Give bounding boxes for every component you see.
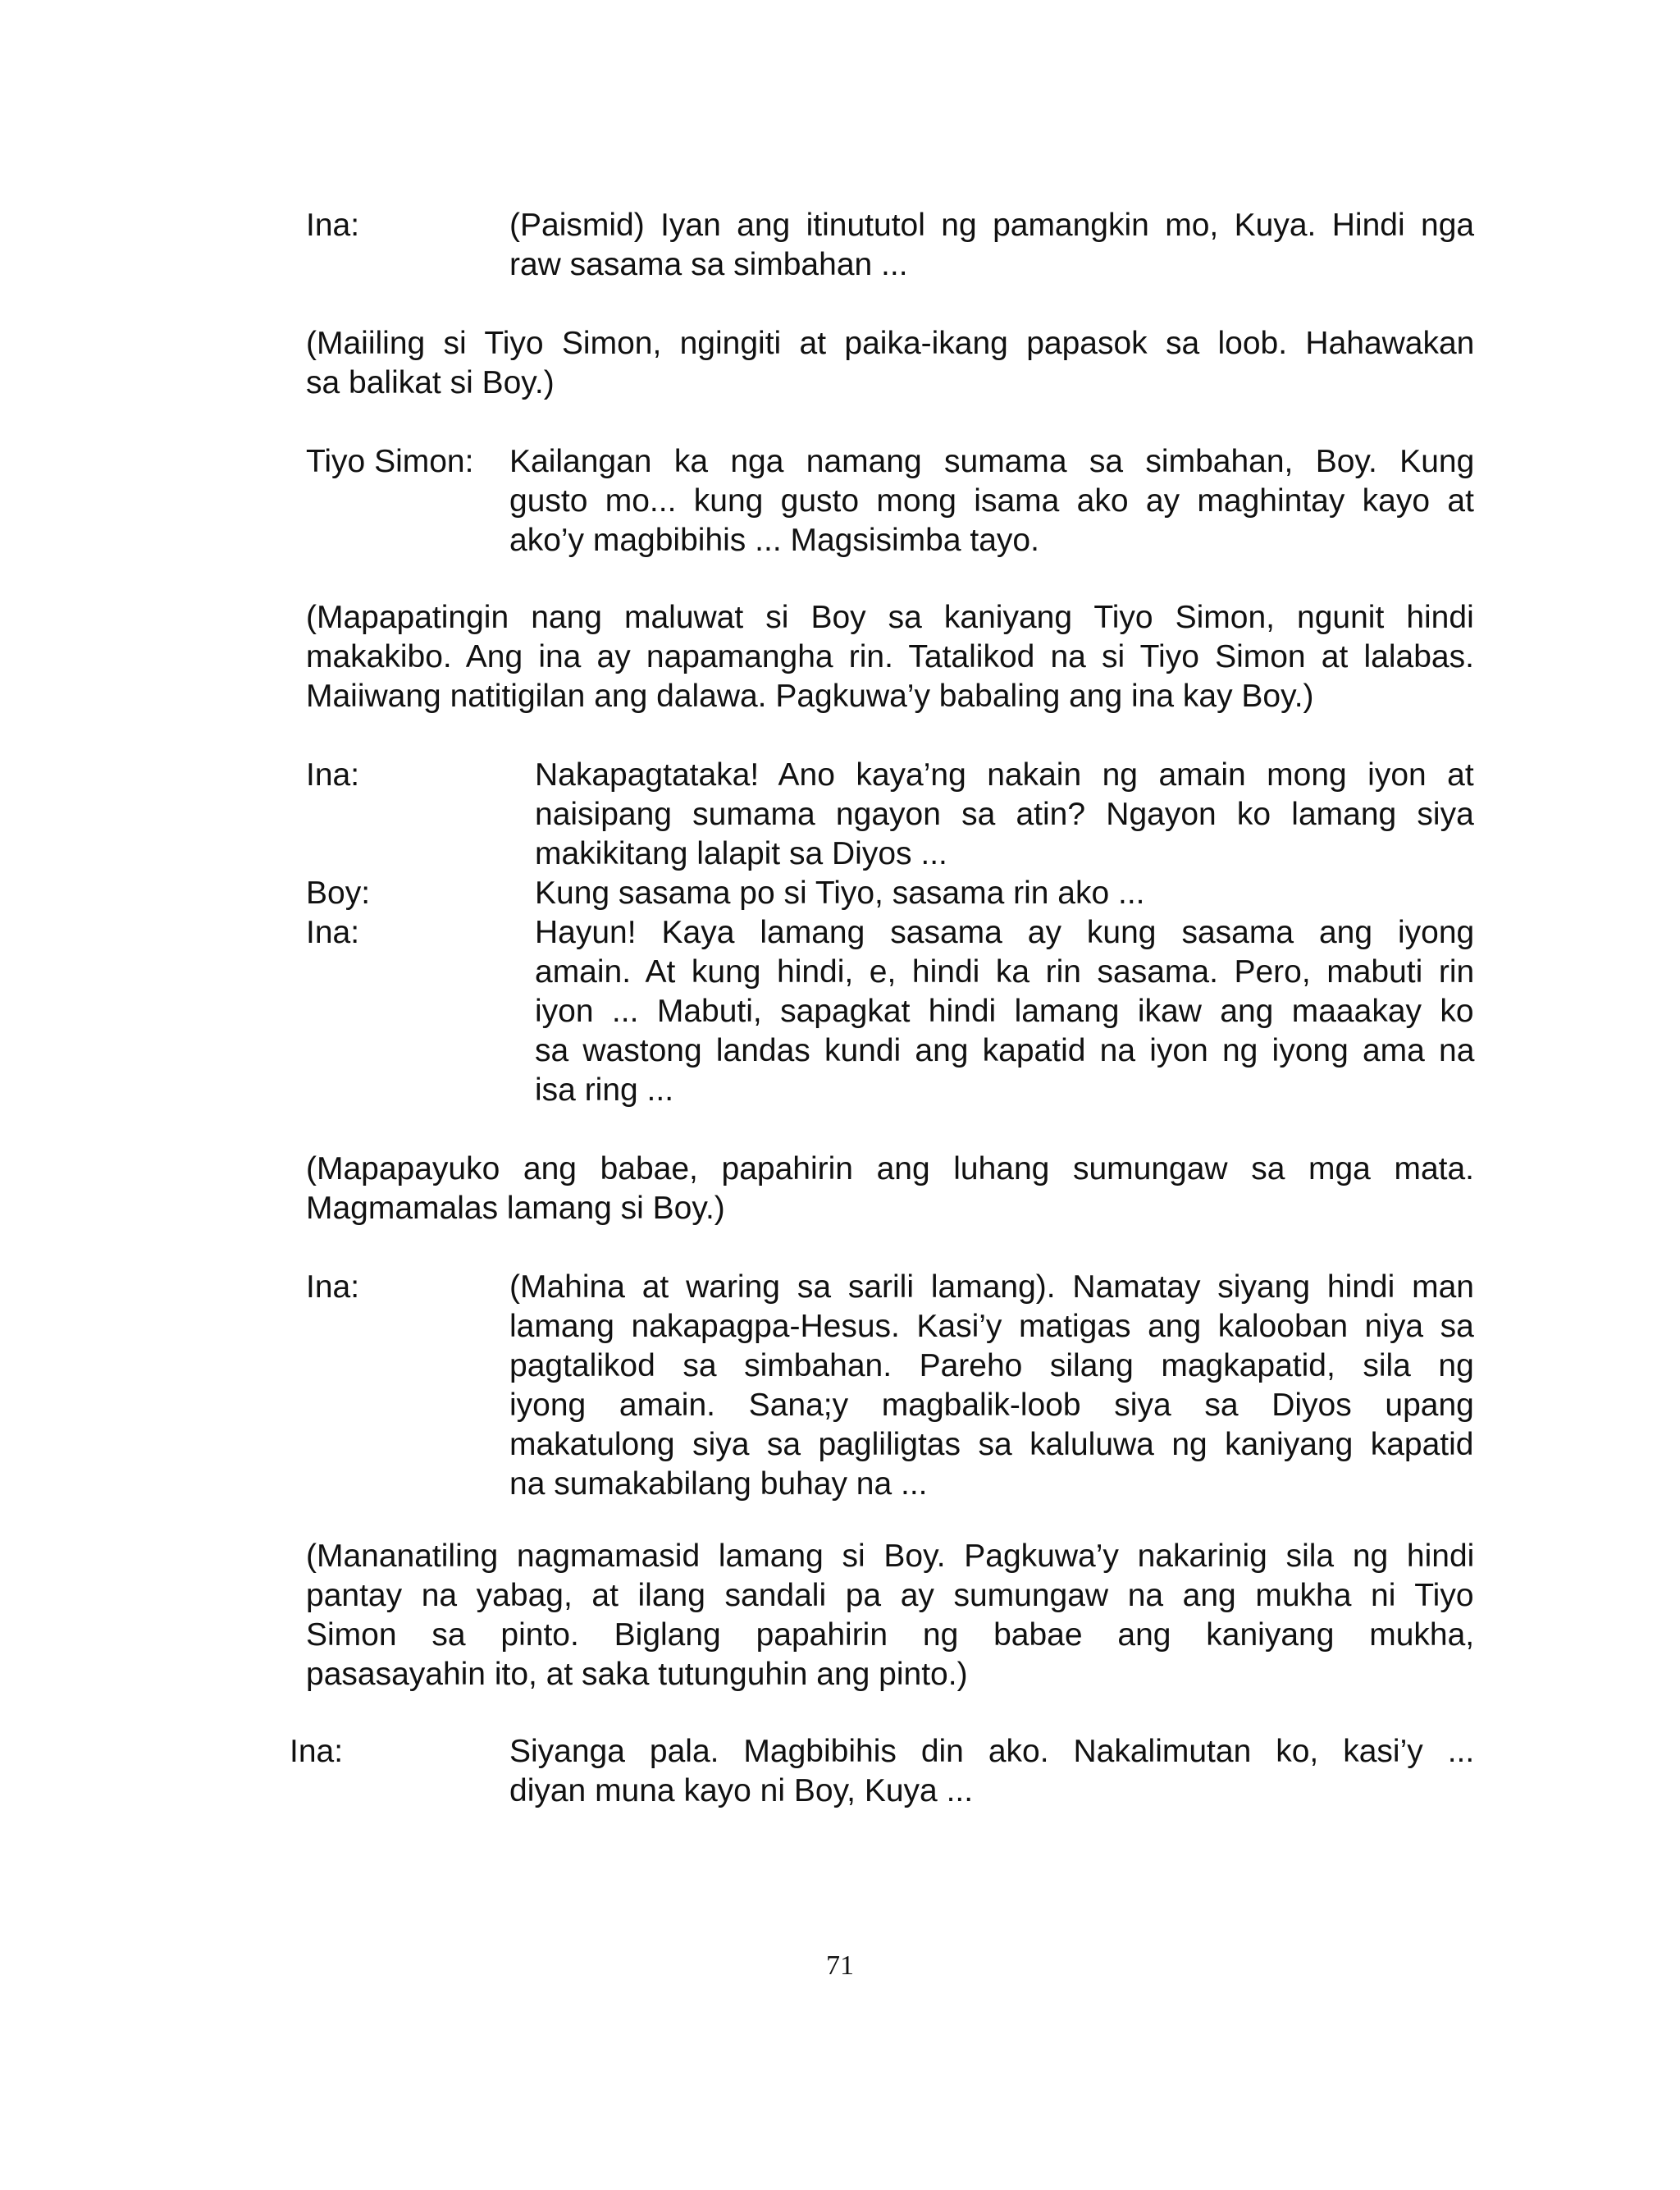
text-line: Nakapagtataka! Ano kaya’ng nakain ng amain mong iyon at	[535, 757, 1474, 793]
text-line: Siyanga pala. Magbibihis din ako. Nakalimutan ko, kasi’y ...	[509, 1734, 1475, 1769]
text-line: gusto mo... kung gusto mong isama ako ay maghintay kayo at	[509, 483, 1474, 519]
text-line: ako’y magbibihis ... Magsisimba tayo.	[509, 523, 1039, 558]
text-line: (Mahina at waring sa sarili lamang). Namatay siyang hindi man	[509, 1269, 1474, 1305]
text-line: (Paismid) Iyan ang itinututol ng pamangkin mo, Kuya. Hindi nga	[509, 208, 1475, 243]
text-line: pasasayahin ito, at saka tutunguhin ang pinto.)	[306, 1657, 968, 1692]
speaker-label: Ina:	[306, 757, 360, 793]
text-line: lamang nakapagpa-Hesus. Kasi’y matigas ang kalooban niya sa	[509, 1309, 1474, 1344]
text-line: makakibo. Ang ina ay napamangha rin. Tatalikod na si Tiyo Simon at lalabas.	[306, 639, 1474, 674]
text-line: (Maiiling si Tiyo Simon, ngingiti at paika-ikang papasok sa loob. Hahawakan	[306, 326, 1475, 361]
text-line: raw sasama sa simbahan ...	[509, 247, 908, 282]
text-line: amain. At kung hindi, e, hindi ka rin sasama. Pero, mabuti rin	[535, 954, 1475, 990]
text-line: makikitang lalapit sa Diyos ...	[535, 836, 947, 871]
text-line: Maiiwang natitigilan ang dalawa. Pagkuwa’y babaling ang ina kay Boy.)	[306, 679, 1314, 714]
text-line: iyon ... Mabuti, sapagkat hindi lamang ikaw ang maaakay ko	[535, 994, 1474, 1029]
text-line: Simon sa pinto. Biglang papahirin ng babae ang kaniyang mukha,	[306, 1617, 1475, 1653]
speaker-label: Ina:	[306, 1269, 360, 1305]
text-line: Hayun! Kaya lamang sasama ay kung sasama ang iyong	[535, 915, 1475, 950]
text-line: sa balikat si Boy.)	[306, 365, 555, 400]
speaker-label: Ina:	[290, 1734, 344, 1769]
text-line: na sumakabilang buhay na ...	[509, 1466, 928, 1502]
speaker-label: Boy:	[306, 876, 371, 911]
text-line: pantay na yabag, at ilang sandali pa ay sumungaw na ang mukha ni Tiyo	[306, 1578, 1474, 1613]
text-line: isa ring ...	[535, 1072, 674, 1108]
text-line: makatulong siya sa pagliligtas sa kaluluwa ng kaniyang kapatid	[509, 1427, 1474, 1462]
text-line: pagtalikod sa simbahan. Pareho silang magkapatid, sila ng	[509, 1348, 1474, 1383]
text-line: Magmamalas lamang si Boy.)	[306, 1191, 725, 1226]
text-line: diyan muna kayo ni Boy, Kuya ...	[509, 1773, 974, 1808]
text-line: Kailangan ka nga namang sumama sa simbahan, Boy. Kung	[509, 444, 1475, 479]
text-line: naisipang sumama ngayon sa atin? Ngayon ko lamang siya	[535, 797, 1474, 832]
speaker-label: Tiyo Simon:	[306, 444, 474, 479]
speaker-label: Ina:	[306, 208, 360, 243]
text-line: sa wastong landas kundi ang kapatid na iyon ng iyong ama na	[535, 1033, 1475, 1068]
page-number: 71	[826, 1950, 854, 1981]
text-line: (Mananatiling nagmamasid lamang si Boy. Pagkuwa’y nakarinig sila ng hindi	[306, 1538, 1475, 1574]
text-line: (Mapapatingin nang maluwat si Boy sa kaniyang Tiyo Simon, ngunit hindi	[306, 600, 1474, 635]
text-line: iyong amain. Sana;y magbalik-loob siya sa Diyos upang	[509, 1388, 1474, 1423]
text-line: (Mapapayuko ang babae, papahirin ang luhang sumungaw sa mga mata.	[306, 1151, 1475, 1186]
speaker-label: Ina:	[306, 915, 360, 950]
text-line: Kung sasama po si Tiyo, sasama rin ako ...	[535, 876, 1145, 911]
